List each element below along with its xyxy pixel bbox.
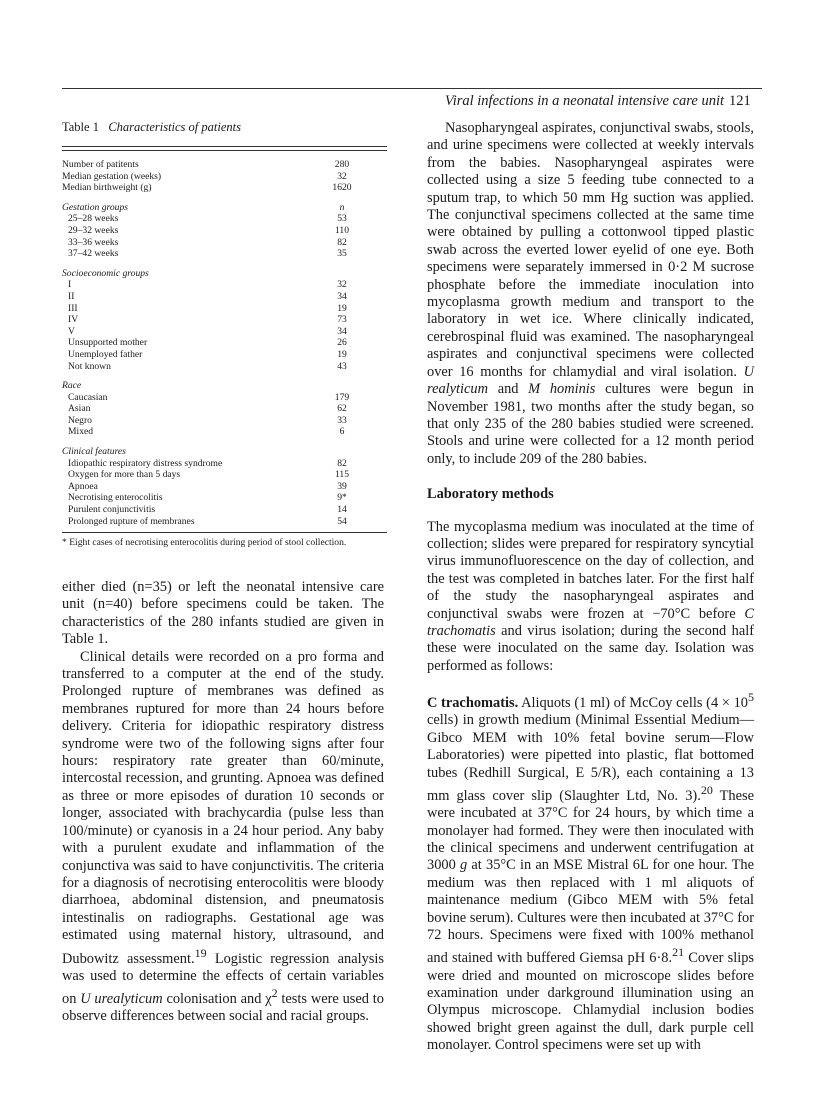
running-title: Viral infections in a neonatal intensive care unit <box>444 93 724 109</box>
table-section-header <box>62 194 387 214</box>
table-cell-label: Gestation groups <box>62 201 129 213</box>
table-cell-label: Clinical features <box>62 446 126 458</box>
table-caption <box>62 120 387 138</box>
table-cell-value <box>307 438 387 458</box>
table-cell-value <box>307 260 387 280</box>
table-cell-label: Asian <box>68 403 91 415</box>
table-cell-label: II <box>68 290 75 302</box>
table-cell-value: 53 <box>337 213 347 225</box>
table-cell-label: Negro <box>68 414 92 426</box>
table-row <box>62 337 387 349</box>
table-cell-label: 29–32 weeks <box>68 224 119 236</box>
table-row <box>62 314 387 326</box>
table-row <box>62 303 387 315</box>
table-cell-label: Not known <box>68 360 111 372</box>
table-row <box>62 481 387 493</box>
table-cell-value: 179 <box>334 391 350 403</box>
table-footnote: * Eight cases of necrotising enterocolitis during period of stool collection. <box>62 537 347 549</box>
table-cell-label: Race <box>62 380 82 392</box>
right-column-text <box>427 120 754 1055</box>
table-cell-label: Median gestation (weeks) <box>62 170 162 182</box>
paragraph: The mycoplasma medium was inoculated at the time of collection; slides were prepared for respiratory syncytial virus immunofluorescence on the day of collection, and the test was completed in batches later. For the first half of the study the nasopharyngeal aspirates and conjunctival swabs were frozen at −70°C before C trachomatis and virus isolation; during the second half these were inoculated on the same day. Isolation was performed as follows: <box>427 518 754 674</box>
table-cell-label: V <box>68 325 75 337</box>
table-cell-value: 32 <box>337 279 347 291</box>
table-cell-value: 110 <box>334 224 350 236</box>
table-cell-label: Median birthweight (g) <box>62 182 152 194</box>
table-caption-title: Characteristics of patients <box>108 120 241 134</box>
table-cell-value: 39 <box>337 480 347 492</box>
table-row <box>62 458 387 470</box>
table-cell-value: 280 <box>334 159 350 170</box>
table-cell-label: Apnoea <box>68 480 98 492</box>
table-row <box>62 225 387 237</box>
table-row <box>62 349 387 361</box>
table-cell-value: 82 <box>337 236 347 248</box>
table-row <box>62 403 387 415</box>
table-section-header <box>62 372 387 392</box>
table-cell-value: 54 <box>337 515 347 527</box>
table-row <box>62 279 387 291</box>
table-cell-value: 82 <box>337 457 347 469</box>
table-cell-value: 1620 <box>332 182 352 194</box>
table-1 <box>62 120 387 548</box>
section-heading: Laboratory methods <box>427 486 554 503</box>
table-cell-value: 32 <box>337 170 347 182</box>
table-cell-value: 73 <box>337 314 347 326</box>
table-cell-value: 62 <box>337 403 347 415</box>
table-row <box>62 248 387 260</box>
paragraph: C trachomatis. Aliquots (1 ml) of McCoy cells ($4 \times 10^5$ cells) in growth medium (Minimal Essential Medium—Gibco MEM with 10% fetal bovine serum—Flow Laboratories) were pipetted into plastic, flat bottomed tubes (Redhill Surgical, E 5/R), each containing a 13 mm glass cover slip (Slaughter Ltd, No. 3).$^{20}$ These were incubated at 37°C for 24 hours, by which time a monolayer had formed. They were then inoculated with the clinical specimens and underwent centrifugation at 3000 g at 35°C in an MSE Mistral 6L for one hour. The medium was then replaced with 1 ml aliquots of maintenance medium (Gibco MEM with 5% fetal bovine serum). Cultures were then incubated at 37°C for 72 hours. Specimens were fixed with 100% methanol and stained with buffered Giemsa pH 6·8.21 Cover slips were dried and mounted on microscope slides before examination under darkground illumination using an Olympus microscope. Chlamydial inclusion bodies showed bright green against the dull, dark purple cell monolayer. Control specimens were set up with <box>427 690 755 1054</box>
table-row <box>62 237 387 249</box>
table-cell-label: IV <box>68 314 79 326</box>
page-number: 121 <box>729 93 751 109</box>
table-cell-value: 19 <box>337 302 347 314</box>
table-cell-value: 33 <box>337 414 347 426</box>
table-caption-label: Table 1 <box>62 120 99 134</box>
table-cell-value: n <box>339 201 345 213</box>
table-cell-value <box>307 372 387 392</box>
table-cell-label: 33–36 weeks <box>68 236 119 248</box>
table-cell-value: 43 <box>337 360 347 372</box>
table-row <box>62 361 387 373</box>
table-cell-label: Caucasian <box>68 391 108 403</box>
table-row <box>62 504 387 516</box>
table-cell-value: 115 <box>334 469 350 481</box>
table-row <box>62 291 387 303</box>
table-row <box>62 426 387 438</box>
table-cell-label: Oxygen for more than 5 days <box>68 469 181 481</box>
table-cell-label: Idiopathic respiratory distress syndrome <box>68 457 223 469</box>
paragraph: either died (n=35) or left the neonatal intensive care unit (n=40) before specimens could be taken. The characteristics of the 280 infants studied are given in Table 1. <box>62 579 384 648</box>
table-cell-label: Necrotising enterocolitis <box>68 492 163 504</box>
table-bottom-rule <box>62 532 387 533</box>
table-row <box>62 326 387 338</box>
table-cell-value: 34 <box>337 325 347 337</box>
table-row <box>62 171 387 183</box>
table-row <box>62 492 387 504</box>
table-cell-label: Prolonged rupture of membranes <box>68 515 195 527</box>
table-cell-label: Mixed <box>68 426 94 438</box>
table-row <box>62 182 387 194</box>
table-row <box>62 469 387 481</box>
table-cell-value: 14 <box>337 504 347 516</box>
table-cell-label: Purulent conjunctivitis <box>68 504 156 516</box>
table-row <box>62 392 387 404</box>
table-row <box>62 516 387 533</box>
table-row <box>62 151 387 171</box>
table-cell-value: 35 <box>337 248 347 260</box>
table-cell-value: 26 <box>337 337 347 349</box>
table-cell-value: 9* <box>337 492 347 504</box>
characteristics-table <box>62 151 387 532</box>
table-cell-label: I <box>68 279 72 291</box>
table-cell-label: III <box>68 302 78 314</box>
table-section-header <box>62 438 387 458</box>
paragraph: Clinical details were recorded on a pro forma and transferred to a computer at the end of the study. Prolonged rupture of membranes was defined as membranes ruptured for more than 24 hours before delivery. Criteria for idiopathic respiratory distress syndrome were two of the following signs after four hours: respiratory rate greater than 60/minute, intercostal recession, and grunting. Apnoea was defined as three or more episodes of duration 10 seconds or longer, associated with brachycardia (pulse less than 100/minute) or cyanosis in a 24 hour period. Any baby with a purulent exudate and inflammation of the conjunctiva was said to have conjunctivitis. The criteria for a diagnosis of necrotising enterocolitis were bloody diarrhoea, abdominal distension, and pneumatosis intestinalis on radiographs. Gestational age was estimated using maternal history, ultrasound, and Dubowitz assessment.$^{19}$ Logistic regression analysis was used to determine the effects of certain variables on U urealyticum colonisation and $\chi^2$ tests were used to observe differences between social and racial groups. <box>62 648 384 1025</box>
table-cell-label: 25–28 weeks <box>68 213 119 225</box>
table-cell-label: 37–42 weeks <box>68 248 119 260</box>
table-cell-label: Socioeconomic groups <box>62 267 149 279</box>
paragraph: Nasopharyngeal aspirates, conjunctival swabs, stools, and urine specimens were collected at weekly intervals from the babies. Nasopharyngeal aspirates were collected using a size 5 feeding tube connected to a sputum trap, to which 50 mm Hg suction was applied. The conjunctival specimens collected at the same time were obtained by pulling a cottonwool tipped plastic swab across the everted lower eyelid of one eye. Both specimens were separately immersed in 0·2 M sucrose phosphate before the immediate inoculation into mycoplasma growth medium and transport to the laboratory in wet ice. Where clinically indicated, cerebrospinal fluid was examined. The nasopharyngeal aspirates and conjunctival specimens were collected over 16 months for chlamydial and viral isolation. U realyticum and M hominis cultures were begun in November 1981, two months after the study began, so that only 235 of the 280 babies studied were screened. Stools and urine were collected for a 12 month period only, to include 209 of the 280 babies. <box>427 120 754 467</box>
table-cell-label: Unemployed father <box>68 348 143 360</box>
table-row <box>62 213 387 225</box>
left-column-text <box>62 579 384 1026</box>
table-cell-label: Unsupported mother <box>68 337 148 349</box>
header-rule <box>62 88 762 89</box>
table-cell-value: 6 <box>339 426 345 438</box>
table-cell-value: 19 <box>337 348 347 360</box>
table-cell-value: 34 <box>337 290 347 302</box>
running-header <box>0 0 816 120</box>
table-row <box>62 415 387 427</box>
table-section-header <box>62 260 387 280</box>
table-cell-label: Number of patitents <box>62 159 139 170</box>
